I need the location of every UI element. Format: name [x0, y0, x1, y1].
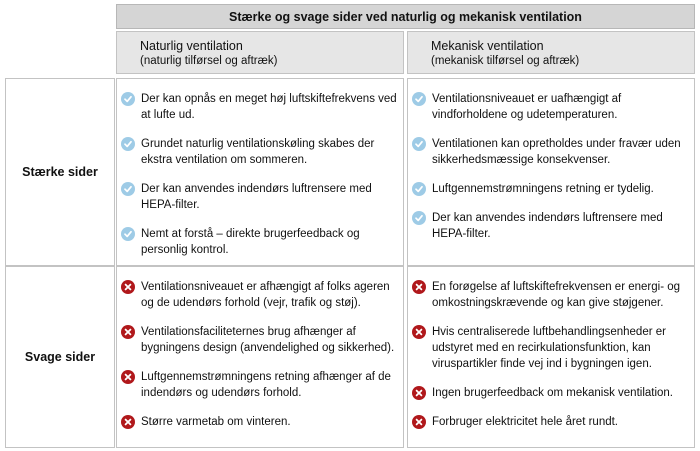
list-item-text: Ventilationsniveauet er uafhængigt af vindforholdene og udetemperaturen. [432, 93, 622, 121]
column-heading: Mekanisk ventilation [431, 39, 544, 53]
cross-icon [412, 386, 426, 400]
list-item-text: En forøgelse af luftskiftefrekvensen er energi- og omkostningskrævende og kan give støjgener. [432, 281, 681, 309]
column-subheading: (mekanisk tilførsel og aftræk) [431, 55, 580, 67]
row-label-strengths: Stærke sider [5, 78, 115, 266]
list-item [121, 324, 397, 356]
list-item [121, 279, 397, 311]
list-item-text: Hvis centraliserede luftbehandlingsenheder er udstyret med en recirkulationsfunktion, kan viruspartikler finde vej ind i bygningen igen. [432, 326, 666, 370]
list-item [412, 324, 688, 372]
check-icon [121, 182, 135, 196]
list-item-text: Ventilationsfaciliteternes brug afhænger af bygningens design (anvendelighed og sikkerhed). [141, 326, 395, 354]
list-item [412, 91, 688, 123]
cross-icon [412, 415, 426, 429]
list-item [412, 136, 688, 168]
cross-icon [121, 370, 135, 384]
cell-weaknesses-mechanical [407, 266, 695, 448]
list-item [412, 181, 688, 197]
list-item [121, 369, 397, 401]
list-item [121, 414, 397, 430]
list-item [121, 226, 397, 258]
cell-strengths-natural [116, 78, 404, 266]
cross-icon [412, 325, 426, 339]
column-header-mechanical [407, 31, 695, 74]
check-icon [412, 137, 426, 151]
cross-icon [121, 325, 135, 339]
check-icon [412, 182, 426, 196]
list-item-text: Større varmetab om vinteren. [141, 416, 291, 428]
column-heading: Naturlig ventilation [140, 39, 243, 53]
cross-icon [121, 280, 135, 294]
list-item-text: Der kan anvendes indendørs luftrensere med HEPA-filter. [141, 183, 372, 211]
table-title: Stærke og svage sider ved naturlig og mekanisk ventilation [116, 4, 695, 29]
list-item [121, 91, 397, 123]
list-item [121, 181, 397, 213]
check-icon [412, 92, 426, 106]
list-item-text: Luftgennemstrømningens retning er tydelig. [432, 183, 654, 195]
list-item-text: Ventilationsniveauet er afhængigt af folks ageren og de udendørs forhold (vejr, trafik og støj). [141, 281, 390, 309]
check-icon [121, 92, 135, 106]
check-icon [121, 137, 135, 151]
cell-weaknesses-natural [116, 266, 404, 448]
list-item-text: Grundet naturlig ventilationskøling skabes der ekstra ventilation om sommeren. [141, 138, 375, 166]
check-icon [412, 211, 426, 225]
list-item-text: Nemt at forstå – direkte brugerfeedback og personlig kontrol. [141, 228, 360, 256]
list-item-text: Forbruger elektricitet hele året rundt. [432, 416, 619, 428]
cross-icon [412, 280, 426, 294]
list-item [412, 414, 688, 430]
list-item-text: Luftgennemstrømningens retning afhænger af de indendørs og udendørs forhold. [141, 371, 391, 399]
column-subheading: (naturlig tilførsel og aftræk) [140, 55, 278, 67]
list-item-text: Der kan opnås en meget høj luftskiftefrekvens ved at lufte ud. [141, 93, 397, 121]
row-label-weaknesses: Svage sider [5, 266, 115, 448]
cell-strengths-mechanical [407, 78, 695, 266]
cross-icon [121, 415, 135, 429]
list-item [121, 136, 397, 168]
list-item-text: Der kan anvendes indendørs luftrensere med HEPA-filter. [432, 212, 663, 240]
check-icon [121, 227, 135, 241]
list-item-text: Ventilationen kan opretholdes under fravær uden sikkerhedsmæssige konsekvenser. [432, 138, 681, 166]
list-item [412, 279, 688, 311]
list-item [412, 385, 688, 401]
list-item [412, 210, 688, 242]
column-header-natural [116, 31, 404, 74]
list-item-text: Ingen brugerfeedback om mekanisk ventilation. [432, 387, 674, 399]
